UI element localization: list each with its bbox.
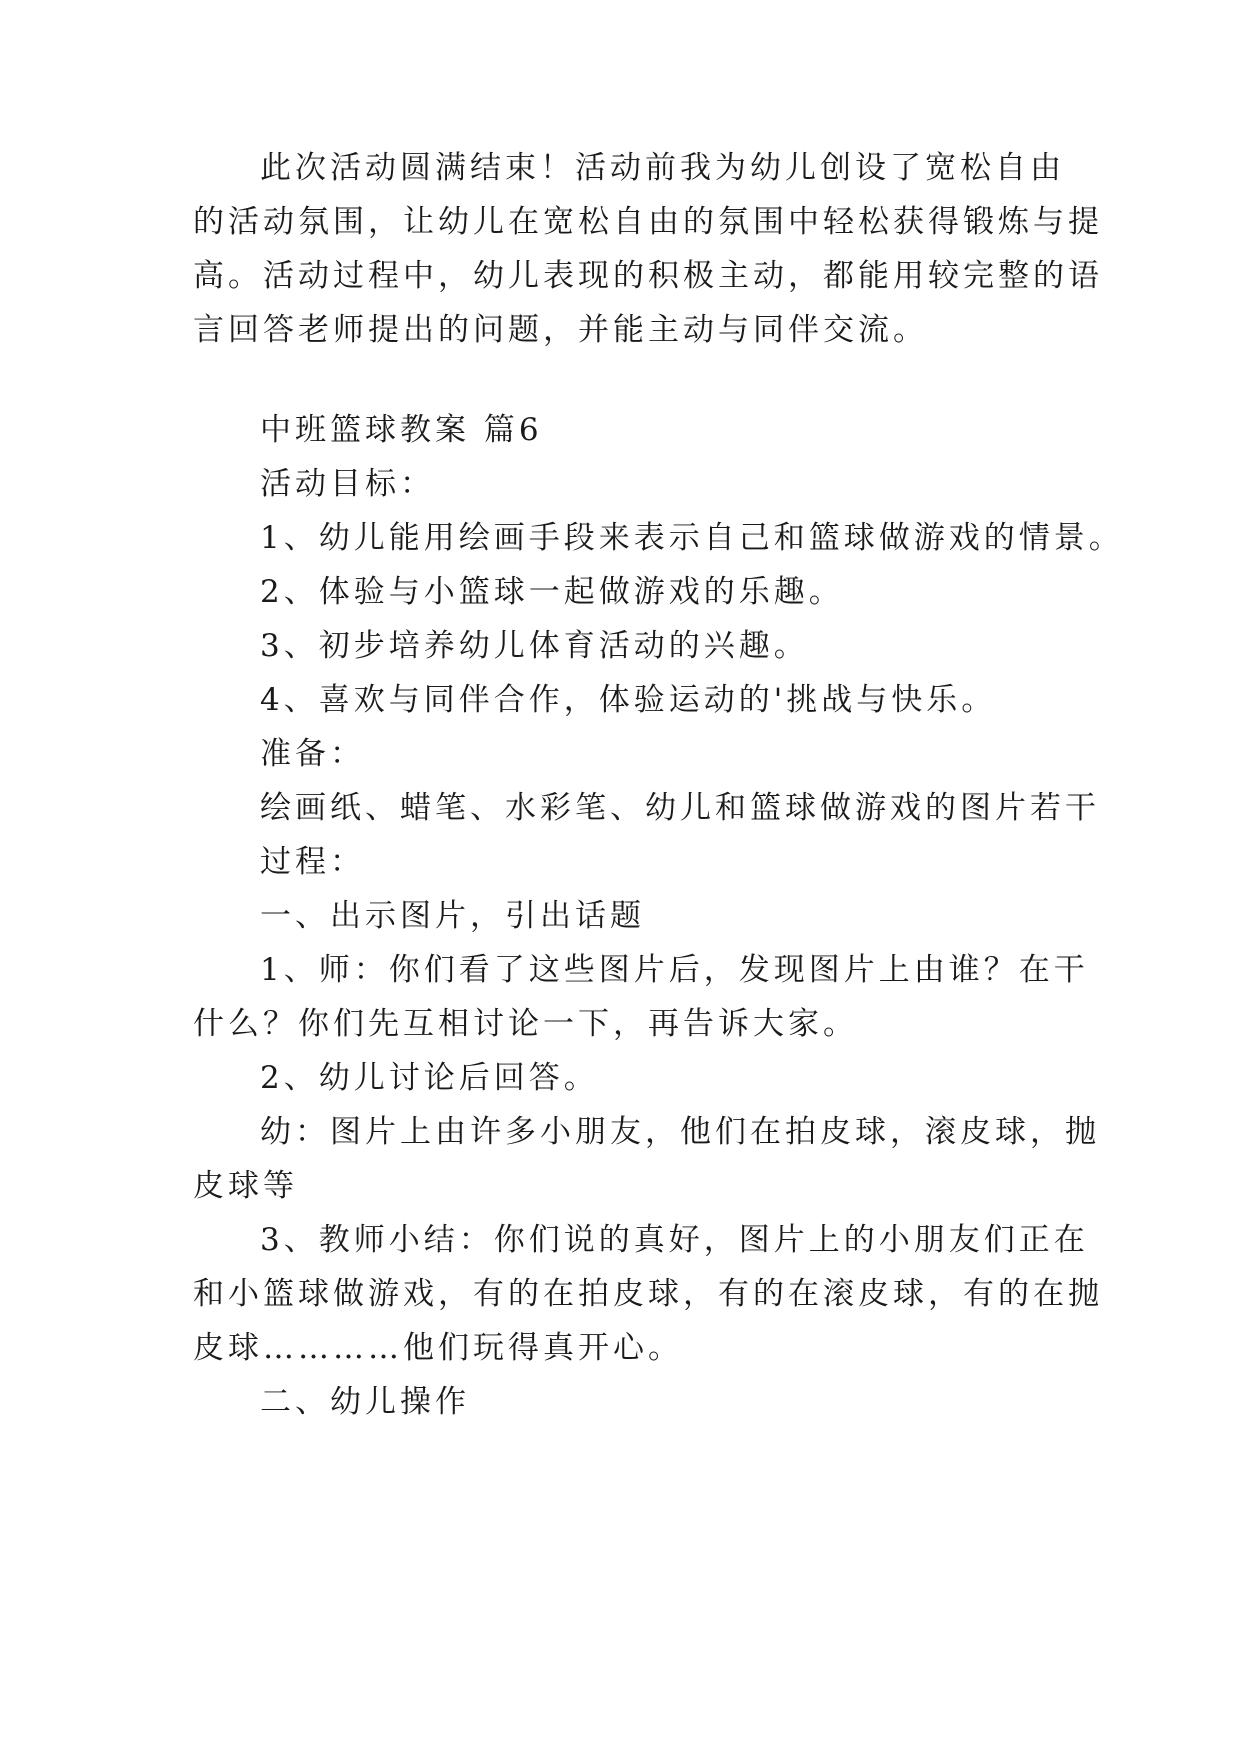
goal-item: 3、初步培养幼儿体育活动的兴趣。	[260, 628, 809, 664]
prep-heading: 准备：	[260, 736, 365, 772]
step-line: 皮球…………他们玩得真开心。	[193, 1330, 683, 1366]
paragraph-line: 高。活动过程中，幼儿表现的积极主动，都能用较完整的语	[193, 258, 1103, 294]
step-line: 1、师：你们看了这些图片后，发现图片上由谁？在干	[260, 952, 1089, 988]
step-line: 3、教师小结：你们说的真好，图片上的小朋友们正在	[260, 1222, 1089, 1258]
paragraph-line: 的活动氛围，让幼儿在宽松自由的氛围中轻松获得锻炼与提	[193, 204, 1103, 240]
goal-item: 1、幼儿能用绘画手段来表示自己和篮球做游戏的情景。	[260, 520, 1124, 556]
step-line: 和小篮球做游戏，有的在拍皮球，有的在滚皮球，有的在抛	[193, 1276, 1103, 1312]
step-line: 皮球等	[193, 1168, 298, 1204]
prep-text: 绘画纸、蜡笔、水彩笔、幼儿和篮球做游戏的图片若干	[260, 790, 1100, 826]
step-line: 什么？你们先互相讨论一下，再告诉大家。	[193, 1006, 858, 1042]
paragraph-line: 此次活动圆满结束！活动前我为幼儿创设了宽松自由	[260, 150, 1065, 186]
goal-item: 2、体验与小篮球一起做游戏的乐趣。	[260, 574, 844, 610]
goals-heading: 活动目标：	[260, 466, 435, 502]
paragraph-line: 言回答老师提出的问题，并能主动与同伴交流。	[193, 312, 928, 348]
step2-heading: 二、幼儿操作	[260, 1384, 470, 1420]
goal-item: 4、喜欢与同伴合作，体验运动的'挑战与快乐。	[260, 682, 997, 718]
step-line: 幼：图片上由许多小朋友，他们在拍皮球，滚皮球，抛	[260, 1114, 1100, 1150]
step-line: 2、幼儿讨论后回答。	[260, 1060, 599, 1096]
step1-heading: 一、出示图片，引出话题	[260, 898, 645, 934]
section-title: 中班篮球教案 篇6	[260, 412, 543, 448]
process-heading: 过程：	[260, 844, 365, 880]
